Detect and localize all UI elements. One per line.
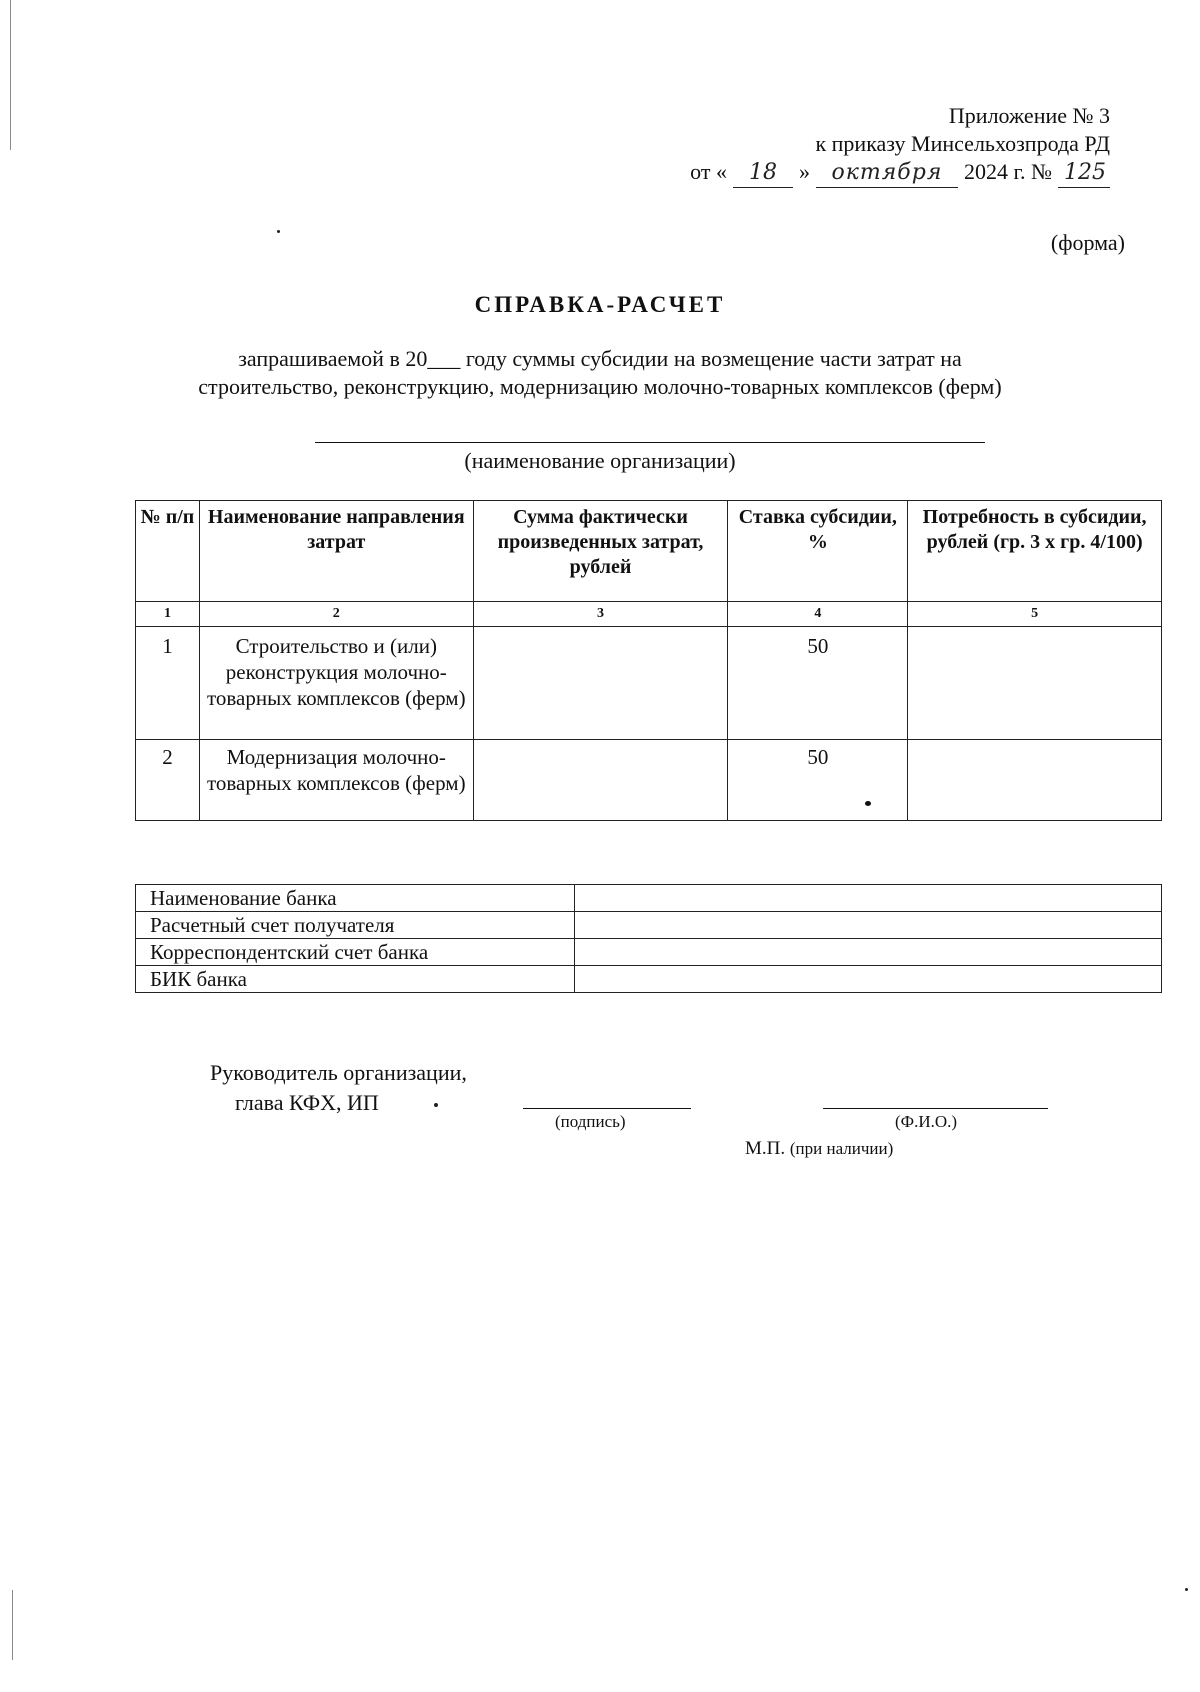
bik-label: БИК банка: [136, 966, 575, 993]
scan-speck: [277, 230, 280, 233]
row-actual-costs[interactable]: [473, 627, 728, 740]
table-row: [136, 939, 1162, 966]
row-cost-direction: Модернизация молочно-товарных комплексов (ферм): [199, 740, 473, 821]
table-row: [136, 627, 1162, 740]
subtitle-line-2: строительство, реконструкцию, модернизацию молочно-товарных комплексов (ферм): [198, 374, 1002, 399]
row-cost-direction: Строительство и (или) реконструкция молочно-товарных комплексов (ферм): [199, 627, 473, 740]
subtitle-line-1: запрашиваемой в 20___ году суммы субсидии на возмещение части затрат на: [238, 346, 962, 371]
row-subsidy-rate-cell: [728, 740, 908, 821]
signatory-line-1: Руководитель организации,: [210, 1060, 467, 1085]
table-header-row: [136, 501, 1162, 602]
seal-note: (при наличии): [789, 1139, 894, 1158]
recipient-account-value[interactable]: [575, 912, 1162, 939]
scan-speck: [1185, 1588, 1188, 1591]
column-number: 1: [136, 602, 200, 627]
fio-line[interactable]: [823, 1108, 1048, 1109]
table-row: [136, 966, 1162, 993]
row-num: 1: [136, 627, 200, 740]
document-title: СПРАВКА-РАСЧЕТ: [474, 292, 726, 317]
row-actual-costs[interactable]: [473, 740, 728, 821]
handwritten-order-number: 125: [1058, 159, 1110, 188]
seal-label: М.П.: [745, 1138, 786, 1159]
row-subsidy-need[interactable]: [908, 627, 1162, 740]
table-row: [136, 740, 1162, 821]
bank-name-value[interactable]: [575, 885, 1162, 912]
table-row: [136, 885, 1162, 912]
scan-edge-mark: [10, 0, 11, 150]
row-subsidy-rate: 50: [728, 627, 908, 740]
header-cost-direction: Наименование направления затрат: [199, 501, 473, 602]
row-subsidy-rate: 50: [807, 745, 829, 769]
organization-name-line: [315, 442, 985, 443]
signatory-label: [210, 1058, 467, 1118]
row-subsidy-need[interactable]: [908, 740, 1162, 821]
document-subtitle: [150, 345, 1050, 401]
scan-speck: [434, 1103, 438, 1107]
seal-place: [745, 1138, 893, 1160]
handwritten-day: 18: [733, 159, 793, 188]
calculation-table: [135, 500, 1162, 821]
date-year: 2024 г. №: [963, 159, 1052, 184]
column-number: 5: [908, 602, 1162, 627]
appendix-order-ref: к приказу Минсельхозпрода РД: [815, 131, 1110, 156]
signature-line[interactable]: [523, 1108, 691, 1109]
column-number-row: [136, 602, 1162, 627]
appendix-number: Приложение № 3: [948, 103, 1110, 128]
header-subsidy-rate: Ставка субсидии, %: [728, 501, 908, 602]
fio-caption: (Ф.И.О.): [895, 1112, 958, 1131]
form-note: (форма): [1050, 230, 1125, 255]
date-quote-close: »: [798, 159, 810, 184]
correspondent-account-label: Корреспондентский счет банка: [136, 939, 575, 966]
appendix-header: [610, 102, 1110, 188]
table-row: [136, 912, 1162, 939]
bik-value[interactable]: [575, 966, 1162, 993]
signature-caption: (подпись): [555, 1112, 626, 1131]
ink-dot: [865, 801, 871, 806]
recipient-account-label: Расчетный счет получателя: [136, 912, 575, 939]
bank-name-label: Наименование банка: [136, 885, 575, 912]
organization-caption: (наименование организации): [464, 448, 736, 473]
bank-details-table: [135, 884, 1162, 993]
header-actual-costs: Сумма фактически произведенных затрат, рублей: [473, 501, 728, 602]
signatory-line-2: глава КФХ, ИП: [235, 1090, 379, 1115]
header-num: № п/п: [136, 501, 200, 602]
correspondent-account-value[interactable]: [575, 939, 1162, 966]
column-number: 4: [728, 602, 908, 627]
column-number: 3: [473, 602, 728, 627]
date-prefix: от «: [690, 159, 727, 184]
handwritten-month: октября: [816, 159, 958, 188]
row-num: 2: [136, 740, 200, 821]
column-number: 2: [199, 602, 473, 627]
header-subsidy-need: Потребность в субсидии, рублей (гр. 3 х гр. 4/100): [908, 501, 1162, 602]
appendix-date-line: [690, 158, 1110, 188]
scan-edge-mark: [12, 1590, 13, 1660]
